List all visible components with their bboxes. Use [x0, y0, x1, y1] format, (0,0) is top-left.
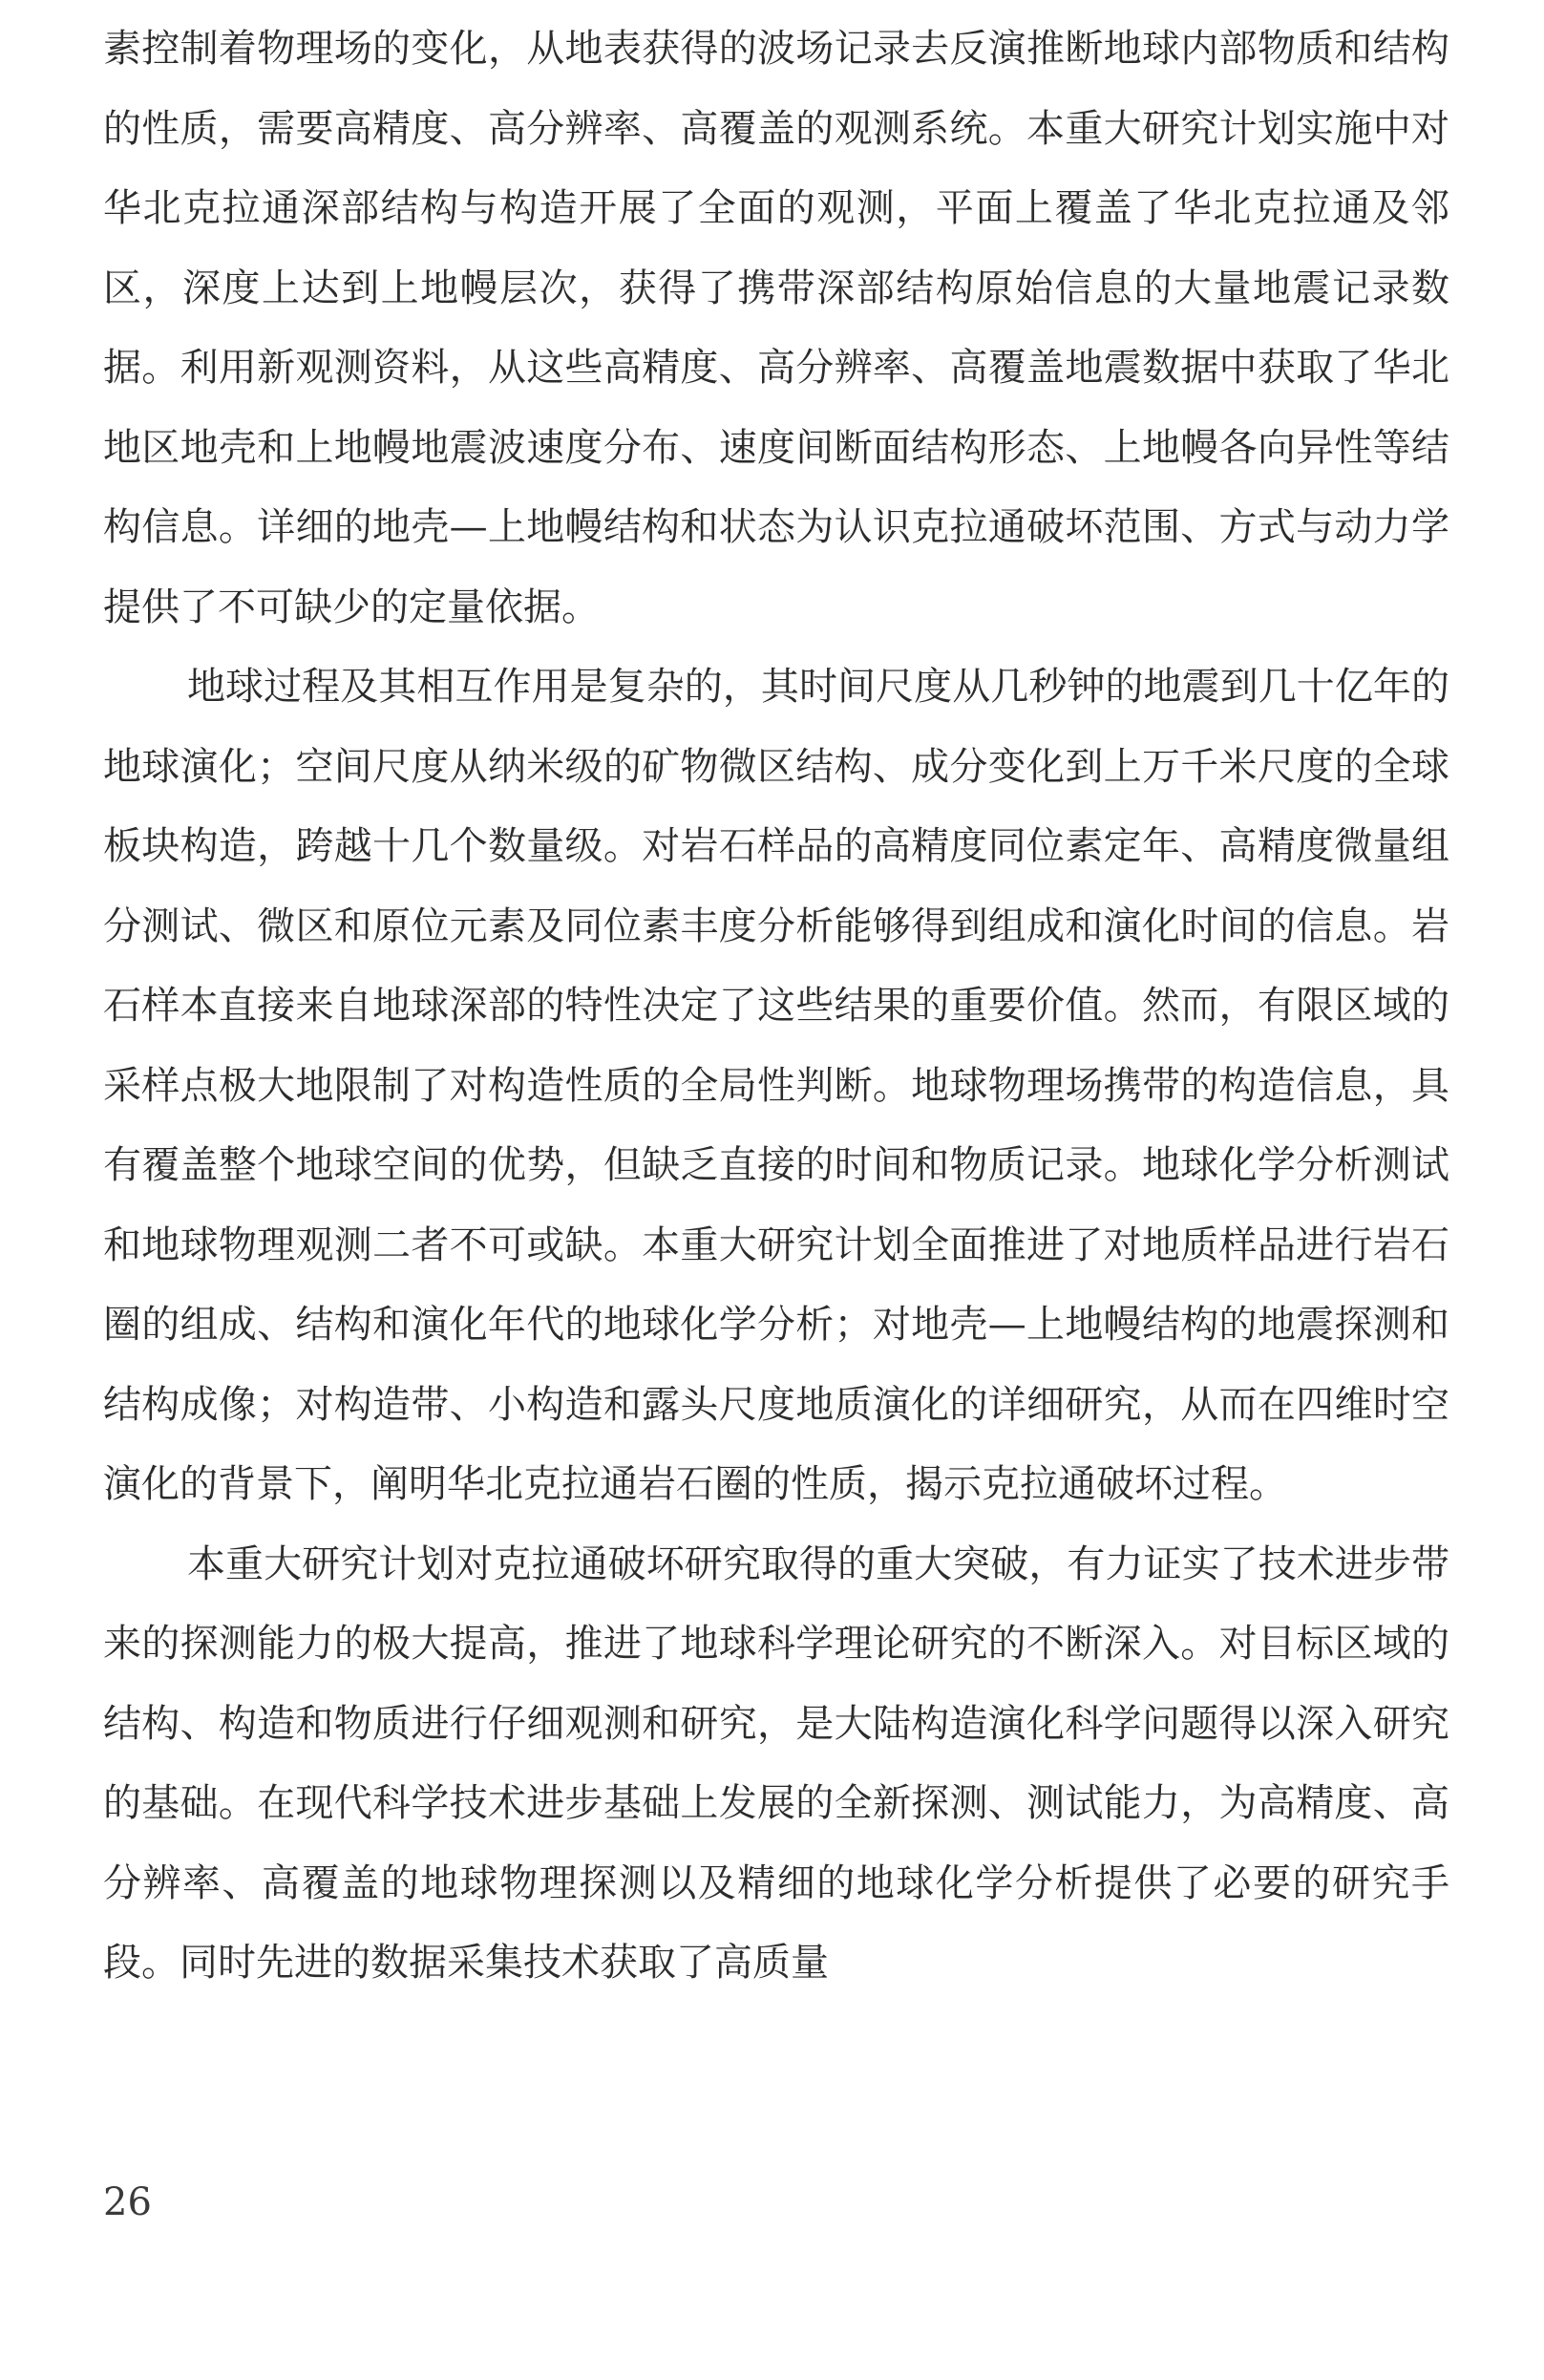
- paragraph-2: 地球过程及其相互作用是复杂的，其时间尺度从几秒钟的地震到几十亿年的地球演化；空间尺度从纳米级的矿物微区结构、成分变化到上万千米尺度的全球板块构造，跨越十几个数量级。对岩石样品的高精度同位素定年、高精度微量组分测试、微区和原位元素及同位素丰度分析能够得到组成和演化时间的信息。岩石样本直接来自地球深部的特性决定了这些结果的重要价值。然而，有限区域的采样点极大地限制了对构造性质的全局性判断。地球物理场携带的构造信息，具有覆盖整个地球空间的优势，但缺乏直接的时间和物质记录。地球化学分析测试和地球物理观测二者不可或缺。本重大研究计划全面推进了对地质样品进行岩石圈的组成、结构和演化年代的地球化学分析；对地壳—上地幔结构的地震探测和结构成像；对构造带、小构造和露头尺度地质演化的详细研究，从而在四维时空演化的背景下，阐明华北克拉通岩石圈的性质，揭示克拉通破坏过程。: [103, 665, 1449, 1506]
- body-text: [103, 10, 1449, 2004]
- paragraph-1: 素控制着物理场的变化，从地表获得的波场记录去反演推断地球内部物质和结构的性质，需要高精度、高分辨率、高覆盖的观测系统。本重大研究计划实施中对华北克拉通深部结构与构造开展了全面的观测，平面上覆盖了华北克拉通及邻区，深度上达到上地幔层次，获得了携带深部结构原始信息的大量地震记录数据。利用新观测资料，从这些高精度、高分辨率、高覆盖地震数据中获取了华北地区地壳和上地幔地震波速度分布、速度间断面结构形态、上地幔各向异性等结构信息。详细的地壳—上地幔结构和状态为认识克拉通破坏范围、方式与动力学提供了不可缺少的定量依据。: [103, 27, 1449, 629]
- paragraph-3: 本重大研究计划对克拉通破坏研究取得的重大突破，有力证实了技术进步带来的探测能力的极大提高，推进了地球科学理论研究的不断深入。对目标区域的结构、构造和物质进行仔细观测和研究，是大陆构造演化科学问题得以深入研究的基础。在现代科学技术进步基础上发展的全新探测、测试能力，为高精度、高分辨率、高覆盖的地球物理探测以及精细的地球化学分析提供了必要的研究手段。同时先进的数据采集技术获取了高质量: [103, 1541, 1449, 1985]
- page-number: 26: [103, 2180, 152, 2224]
